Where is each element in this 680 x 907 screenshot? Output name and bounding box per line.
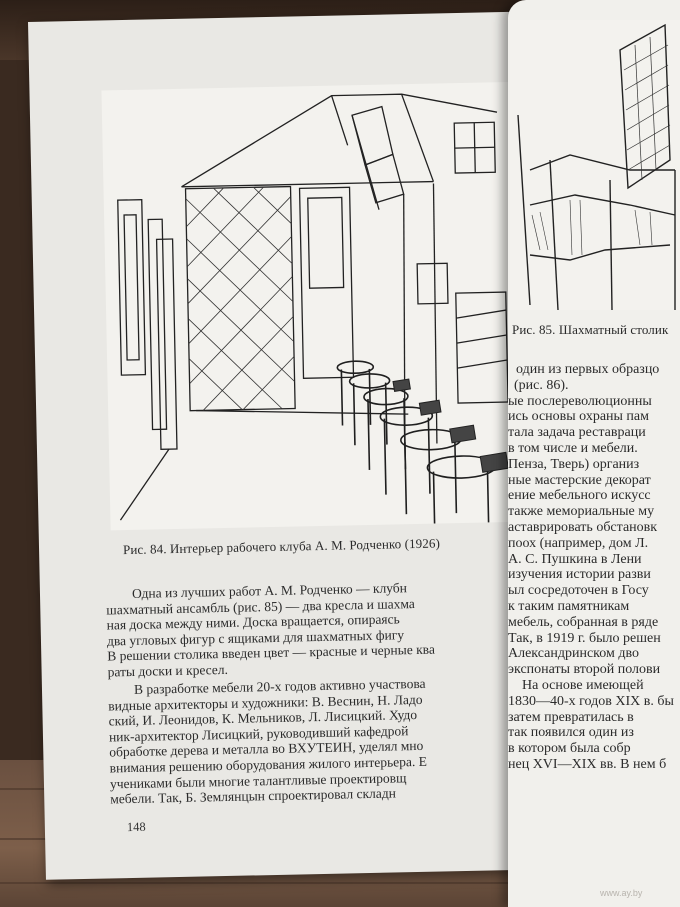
text-line: также мемориальные му (508, 504, 655, 520)
figure-85-illustration (510, 20, 680, 310)
page-number: 148 (126, 819, 146, 835)
text-line: В решении столика введен цвет — красные и черные ква (107, 641, 436, 664)
text-line: шахматный ансамбль (рис. 85) — два кресла и шахма (106, 595, 415, 618)
club-interior-drawing (101, 82, 518, 530)
text-line: поох (например, дом Л. (508, 535, 649, 551)
text-line: В разработке мебели 20-х годов активно участвова (133, 675, 426, 697)
text-line: один из первых образцо (516, 362, 660, 377)
text-line: (рис. 86). (514, 377, 569, 393)
text-line: тала задача реставраци (508, 425, 646, 441)
left-page (28, 11, 551, 879)
text-line: в котором была собр (508, 741, 631, 757)
text-line: мебели. Так, Б. Землянцын спроектировал складн (110, 785, 397, 807)
text-line: Александринском дво (508, 646, 639, 662)
chess-table-drawing (510, 20, 680, 310)
text-line: экспонаты второй полови (508, 662, 661, 678)
text-line: ные мастерские декорат (508, 472, 651, 488)
text-line: изучения истории разви (508, 567, 651, 583)
text-line: видные архитекторы и художники: В. Веснин, Н. Ладо (108, 691, 423, 714)
text-line: внимания решению оборудования жилого интерьера. Е (109, 753, 428, 776)
text-line: А. С. Пушкина в Лени (508, 551, 642, 567)
text-line: ная доска между ними. Доска вращается, опираясь (106, 611, 400, 633)
text-line: мебель, собранная в ряде (508, 614, 659, 630)
text-line: ые послереволюционны (508, 393, 652, 409)
right-page (508, 0, 680, 907)
text-line: учениками были многие талантливые проектировщ (109, 769, 407, 792)
figure-85-caption: Рис. 85. Шахматный столик (512, 322, 669, 337)
text-line: 1830—40-х годов XIX в. бы (508, 693, 674, 709)
right-page-text-block (508, 362, 680, 907)
text-line: ение мебельного искусс (508, 488, 651, 504)
text-line: ник-архитектор Лисицкий, руководивший кафедрой (108, 722, 409, 745)
figure-84-illustration (101, 82, 518, 530)
text-line: затем превратилась в (508, 709, 634, 725)
text-line: На основе имеющей (522, 677, 644, 693)
text-line: Пенза, Тверь) организ (508, 456, 640, 472)
text-line: аставрировать обстановк (508, 519, 658, 535)
text-line: к таким памятникам (508, 598, 630, 614)
body-paragraph-2 (108, 676, 428, 807)
text-line: ский, И. Леонидов, К. Мельников, Л. Лисицкий. Худо (108, 707, 418, 729)
text-line: в том числе и мебели. (508, 440, 638, 456)
watermark: www.ay.by (600, 888, 643, 898)
text-line: так появился один из (508, 725, 634, 741)
text-line: Так, в 1919 г. было решен (508, 630, 661, 646)
text-line: ыл сосредоточен в Госу (508, 583, 649, 599)
text-line: раты доски и кресел. (107, 661, 229, 680)
text-line: Одна из лучших работ А. М. Родченко — клубн (131, 580, 408, 601)
body-paragraph-1 (106, 580, 436, 680)
text-line: обработке дерева и металла во ВХУТЕИН, уделял мно (109, 738, 424, 760)
text-line: нец XVI—XIX вв. В нем б (508, 756, 667, 772)
text-line: ись основы охраны пам (508, 409, 649, 425)
figure-84-caption: Рис. 84. Интерьер рабочего клуба А. М. Родченко (1926) (122, 535, 441, 558)
text-line: два угловых фигур с ящиками для шахматных фигу (106, 627, 405, 649)
